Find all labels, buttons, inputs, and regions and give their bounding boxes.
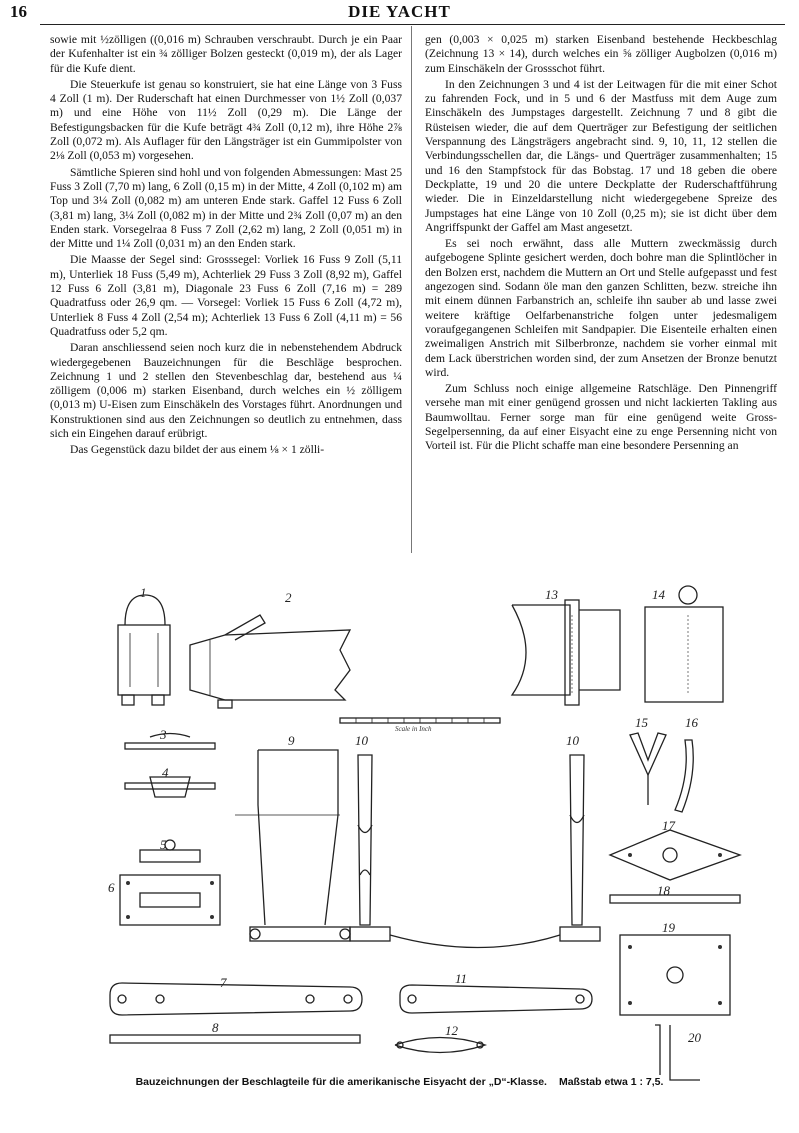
running-head: DIE YACHT	[348, 2, 451, 21]
drawing-5-6	[120, 840, 220, 925]
figure-number: 5	[160, 837, 167, 852]
paragraph: Die Maasse der Segel sind: Grosssegel: Vorliek 16 Fuss 9 Zoll (5,11 m), Unterliek 18 Fuss (5,49 m), Achterliek 29 Fuss 3 Zoll (8,92 m), Gaffel 12 Fuss 6 Zoll (3,81 m), Diagonale 23 Fuss 6 Zoll (7,16 m) = 289 Quadratfuss oder 26,9 qm. — Vorsegel: Vorliek 15 Fuss 6 Zoll (4,72 m), Unterliek 8 Fuss 4 Zoll (2,54 m); Achterliek 13 Fuss 6 Zoll (4,11 m) = 56 Quadratfuss oder 5,2 qm.	[50, 253, 402, 338]
drawing-15-16	[630, 733, 693, 812]
figure-number: 13	[545, 587, 558, 602]
figure-number: 2	[285, 590, 292, 605]
paragraph: Es sei noch erwähnt, dass alle Muttern zweckmässig durch aufgebogene Splinte gesichert werden, doch bohre man die Splintlöcher in den Bolzen erst, nachdem die Muttern an Ort und Stelle aufgepasst und fest angezogen sind. Sodann öle man den ganzen Schlitten, bezw. streiche ihn mit einem dünnen Farbanstrich an, schleife ihn sauber ab und lasse zwei weitere kräftige Oelfarbenanstriche folgen unter jedesmaligem voraufgegangenen Schleifen mit Sandpapier. Die Eisenteile erhalten einen zweimaligen Anstrich mit Silberbronze, nachdem sie vorher einmal mit dem Lack überstrichen worden sind, der zum Ansetzen der Bronze benutzt wird.	[425, 237, 777, 379]
header-rule	[40, 24, 785, 25]
caption-text: Bauzeichnungen der Beschlagteile für die amerikanische Eisyacht der „D“-Klasse.	[135, 1076, 547, 1088]
figure-number: 11	[455, 971, 468, 986]
figure-number: 20	[688, 1030, 701, 1045]
drawing-2	[190, 615, 350, 708]
drawing-10	[350, 755, 600, 948]
scale-label: Scale in Inch	[395, 725, 432, 733]
drawing-13	[512, 600, 620, 705]
paragraph: Zum Schluss noch einige allgemeine Ratschläge. Den Pinnengriff versehe man mit einer genügend grossen und nicht lackierten Takling aus Baumwolltau. Ferner sorge man für eine genügend weite Gross-Segelpersenning, da auf einer Eisyacht eine zu enge Persenning nicht von Vorteil ist. Für die Plicht schaffe man eine besondere Persenning an	[425, 382, 777, 453]
figure-number: 17	[662, 818, 675, 833]
paragraph: Das Gegenstück dazu bildet der aus einem ⅛ × 1 zölli-	[70, 443, 325, 457]
drawing-17-18	[610, 830, 740, 903]
drawing-11-12	[395, 985, 592, 1053]
paragraph: sowie mit ½zölligen ((0,016 m) Schrauben verschraubt. Durch je ein Paar der Kufenhalter ist ein ¾ zölliger Bolzen gesteckt (0,019 m), der als Lager für die Kufe dient.	[50, 33, 402, 75]
paragraph: In den Zeichnungen 3 und 4 ist der Leitwagen für die mit einer Schot zu fahrenden Fock, und in 5 und 6 der Mastfuss mit dem Auge zum Einschäkeln des Jumpstages dargestellt. Zeichnung 7 und 8 gibt die Rüsteisen wieder, die auf dem Querträger zur Befestigung der seitlichen Verspannung des Längsträgers angebracht sind. 9, 10, 11, 12 stellen die Verbindungsschellen dar, die Längs- und Querträger zusammenhalten; 15 und 16 den Stampfstock für das Bobstag. 17 und 18 geben die obere Deckplatte, 19 und 20 die untere Deckplatte der Ruderschaftführung wieder. Die in Einzeldarstellung nicht wiedergegebene Spreize des Jumpstages hat eine Länge von 10 Zoll (0,25 m); sie ist dicht über dem Angriffspunkt der Gaffel am Mast angesetzt.	[425, 77, 777, 234]
scale-bar	[340, 718, 500, 723]
figure-caption	[0, 1076, 799, 1088]
paragraph: gen (0,003 × 0,025 m) starken Eisenband bestehende Heckbeschlag (Zeichnung 13 × 14), durch welches ein ⅝ zölliger Augbolzen (0,016 m) zum Einschäkeln der Grossschot führt.	[425, 33, 777, 75]
drawing-3-4	[125, 734, 215, 798]
left-column	[50, 33, 402, 460]
paragraph: Die Steuerkufe ist genau so konstruiert, sie hat eine Länge von 3 Fuss 4 Zoll (1 m). Der Ruderschaft hat einen Durchmesser von 1½ Zoll (0,037 m) und eine Höhe von 11½ Zoll (0,29 m). Die Länge der Befestigungsbacken für die Kufe beträgt 4¾ Zoll (0,12 m), ihre Höhe 2⅞ Zoll (0,072 m). Als Auflager für den Längsträger ist ein Gummipolster von 2⅛ Zoll (0,053 m) vorgesehen.	[50, 77, 402, 163]
figure-number: 4	[162, 765, 169, 780]
drawing-9	[235, 750, 350, 941]
figure-number: 9	[288, 733, 295, 748]
figure-number: 15	[635, 715, 648, 730]
right-column	[425, 33, 777, 456]
technical-drawings	[100, 575, 760, 1095]
figure-number: 3	[160, 727, 167, 742]
figure-number: 12	[445, 1023, 458, 1038]
drawing-19-20	[620, 935, 730, 1080]
figure-number: 10	[355, 733, 368, 748]
figure-number: 7	[220, 975, 227, 990]
paragraph: Sämtliche Spieren sind hohl und von folgenden Abmessungen: Mast 25 Fuss 3 Zoll (7,70 m) lang, 6 Zoll (0,15 m) in der Mitte, 4 Zoll (0,102 m) am Top und 3¼ Zoll (0,082 m) am unteren Ende stark. Gaffel 12 Fuss 6 Zoll (3,81 m) lang, 3¼ Zoll (0,082 m) in der Mitte und 2¾ Zoll (0,07 m) an den Enden stark. Vorsegelraa 8 Fuss 7 Zoll (2,62 m) lang, 2 Zoll (0,051 m) in der Mitte und 1¼ Zoll (0,031 m) an den Enden stark.	[50, 165, 402, 251]
column-divider	[411, 26, 412, 553]
caption-scale: Maßstab etwa 1 : 7,5.	[558, 1076, 664, 1088]
figure-number: 6	[108, 880, 115, 895]
drawing-1	[118, 595, 170, 705]
figure-number: 10	[566, 733, 579, 748]
drawing-14	[645, 586, 723, 702]
figure-number: 16	[685, 715, 698, 730]
figure-number: 14	[652, 587, 665, 602]
figure-number: 8	[212, 1020, 219, 1035]
page-number: 16	[10, 2, 27, 21]
paragraph: Daran anschliessend seien noch kurz die in nebenstehendem Abdruck wiedergegebenen Bauzeichnungen für die Beschläge besprochen. Zeichnung 1 und 2 stellen den Stevenbeschlag dar, bestehend aus ¼ zölligem (0,006 m) starken Eisenband, durch welches ein ½ zölligem (0,013 m) U-Eisen zum Einschäkeln des Vorstages führt. Anordnungen und Konstruktionen sind aus den Zeichnungen so deutlich zu entnehmen, dass sich ein Eingehen darauf erübrigt.	[50, 341, 402, 441]
figure-number: 19	[662, 920, 675, 935]
fittings-drawing-plate	[100, 575, 760, 1095]
figure-number: 18	[657, 883, 670, 898]
drawing-7-8	[110, 983, 362, 1043]
figure-number: 1	[140, 585, 147, 600]
